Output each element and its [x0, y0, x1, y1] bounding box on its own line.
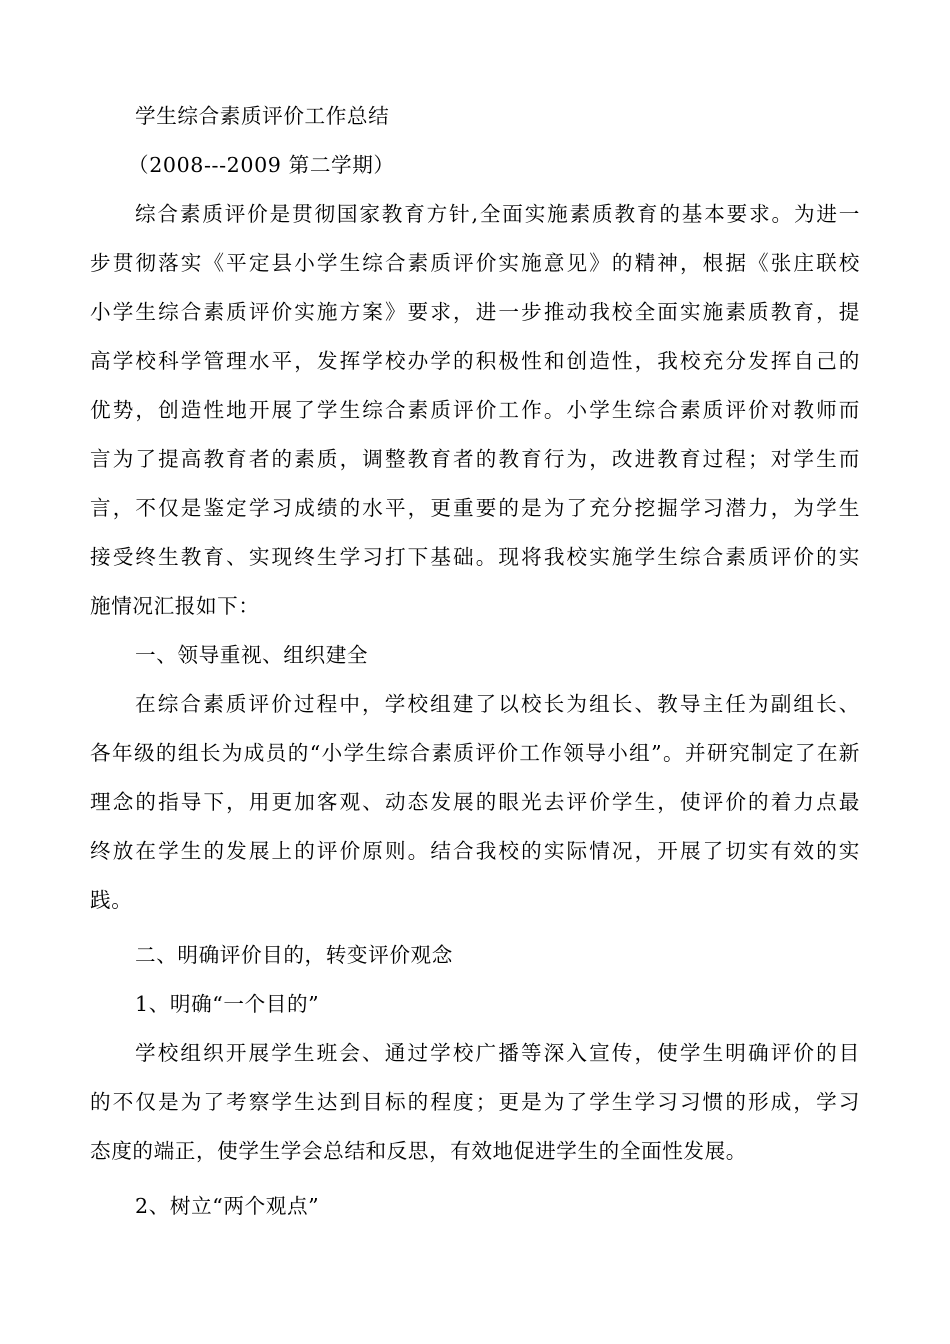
paragraph-line: 态度的端正，使学生学会总结和反思，有效地促进学生的全面性发展。 — [90, 1139, 748, 1163]
paragraph-line: 言，不仅是鉴定学习成绩的水平，更重要的是为了充分挖掘学习潜力，为学生 — [90, 496, 860, 520]
paragraph-line: 践。 — [90, 888, 133, 912]
paragraph-line: 终放在学生的发展上的评价原则。结合我校的实际情况，开展了切实有效的实 — [90, 839, 860, 863]
paragraph-line: 接受终生教育、实现终生学习打下基础。现将我校实施学生综合素质评价的实 — [90, 545, 860, 569]
paragraph-line: 理念的指导下，用更加客观、动态发展的眼光去评价学生，使评价的着力点最 — [90, 790, 860, 814]
paragraph-line: 在综合素质评价过程中，学校组建了以校长为组长、教导主任为副组长、 — [135, 692, 860, 716]
paragraph-line: 优势，创造性地开展了学生综合素质评价工作。小学生综合素质评价对教师而 — [90, 398, 860, 422]
sub1-paragraph — [90, 1029, 860, 1176]
subsection-heading: 1、明确“一个目的” — [135, 992, 320, 1016]
section-heading: 二、明确评价目的，转变评价观念 — [135, 943, 453, 967]
paragraph-line: 施情况汇报如下： — [90, 594, 260, 618]
paragraph-line: 言为了提高教育者的素质，调整教育者的教育行为，改进教育过程；对学生而 — [90, 447, 860, 471]
section1-paragraph — [90, 680, 860, 925]
paragraph-line: 小学生综合素质评价实施方案》要求，进一步推动我校全面实施素质教育，提 — [90, 300, 860, 324]
document-title: 学生综合素质评价工作总结 — [135, 104, 390, 128]
document-body — [90, 92, 860, 1231]
intro-paragraph — [90, 190, 860, 631]
paragraph-line: 步贯彻落实《平定县小学生综合素质评价实施意见》的精神，根据《张庄联校 — [90, 251, 860, 275]
subsection-heading: 2、树立“两个观点” — [135, 1194, 320, 1218]
paragraph-line: 综合素质评价是贯彻国家教育方针,全面实施素质教育的基本要求。为进一 — [135, 202, 860, 226]
paragraph-line: 的不仅是为了考察学生达到目标的程度；更是为了学生学习习惯的形成，学习 — [90, 1090, 860, 1114]
paragraph-line: 学校组织开展学生班会、通过学校广播等深入宣传，使学生明确评价的目 — [135, 1041, 860, 1065]
paragraph-line: 各年级的组长为成员的“小学生综合素质评价工作领导小组”。并研究制定了在新 — [90, 741, 860, 765]
section-heading: 一、领导重视、组织建全 — [135, 643, 369, 667]
document-subtitle: （2008---2009 第二学期） — [128, 153, 395, 177]
paragraph-line: 高学校科学管理水平，发挥学校办学的积极性和创造性，我校充分发挥自己的 — [90, 349, 860, 373]
